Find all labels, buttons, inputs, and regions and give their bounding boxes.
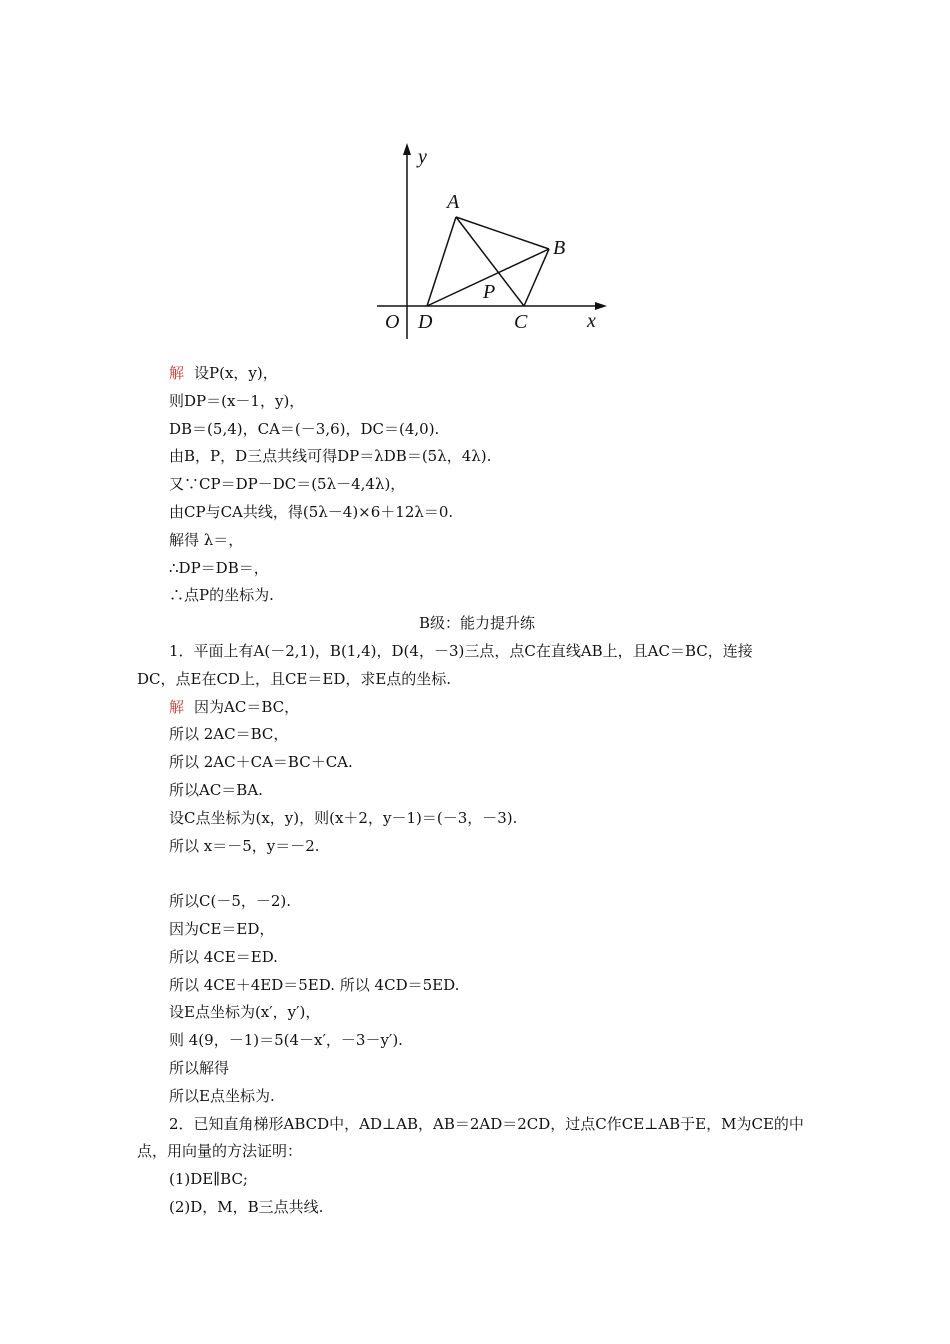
solution1-line: DB＝(5,4)，CA＝(－3,6)，DC＝(4,0). <box>169 419 440 438</box>
solution1-line: 又∵CP＝DP－DC＝(5λ－4,4λ)， <box>169 475 406 494</box>
problem1-line: DC，点E在CD上，且CE＝ED，求E点的坐标. <box>137 669 452 688</box>
solution-marker: 解 <box>169 364 185 382</box>
label-B: B <box>553 237 566 259</box>
solution1-line: ∴点P的坐标为. <box>169 586 274 605</box>
section-heading: B级：能力提升练 <box>418 614 536 633</box>
label-O: O <box>385 311 400 333</box>
label-A: A <box>447 191 460 213</box>
problem2-line: 点，用向量的方法证明： <box>137 1142 303 1161</box>
segment-AB <box>456 217 549 249</box>
y-axis-arrow <box>403 143 411 155</box>
solution2-line: 解 因为AC＝BC， <box>169 697 300 716</box>
blank-gap <box>137 860 817 888</box>
solution2-line: 所以AC＝BA. <box>169 780 263 799</box>
problem2-part: (2)D，M，B三点共线. <box>169 1197 324 1216</box>
solution1-line: 则DP＝(x－1，y)， <box>169 391 305 410</box>
segment-DA <box>427 217 456 306</box>
coordinate-figure <box>355 125 630 357</box>
solution2-line: 所以 4CE＋4ED＝5ED. 所以 4CD＝5ED. <box>169 975 460 994</box>
x-axis-arrow <box>595 302 607 310</box>
solution2-line: 则 4(9，－1)＝5(4－x′，－3－y′). <box>169 1031 403 1050</box>
solution2-line: 所以 2AC＝BC， <box>169 725 289 744</box>
label-D: D <box>418 311 433 333</box>
label-P: P <box>483 281 496 303</box>
solution2-line: 所以E点坐标为. <box>169 1086 275 1105</box>
solution2-line: 因为CE＝ED， <box>169 919 275 938</box>
solution1-line: 解得 λ＝， <box>169 530 244 549</box>
solution2-line: 所以 4CE＝ED. <box>169 947 278 966</box>
problem1-line: 1．平面上有A(－2,1)，B(1,4)，D(4，－3)三点，点C在直线AB上，且AC＝BC，连接 <box>169 641 753 660</box>
solution2-line: 设C点坐标为(x，y)，则(x＋2，y－1)＝(－3，－3). <box>169 808 518 827</box>
label-C: C <box>514 311 528 333</box>
figure-svg <box>355 125 630 357</box>
label-x: x <box>587 310 596 332</box>
segment-BC <box>524 249 549 306</box>
solution1-line: 解 设P(x，y)， <box>169 364 278 382</box>
solution2-line: 设E点坐标为(x′，y′)， <box>169 1003 321 1022</box>
problem2-part: (1)DE∥BC; <box>169 1170 248 1189</box>
document-body <box>137 360 817 1222</box>
solution1-line: 由B，P，D三点共线可得DP＝λDB＝(5λ，4λ). <box>169 447 492 466</box>
solution2-line: 所以C(－5，－2). <box>169 892 292 911</box>
label-y: y <box>418 146 427 168</box>
solution2-line: 所以 2AC＋CA＝BC＋CA. <box>169 753 353 772</box>
solution1-line: ∴DP＝DB＝， <box>169 558 269 577</box>
solution1-line: 由CP与CA共线，得(5λ－4)×6＋12λ＝0. <box>169 502 454 521</box>
solution2-line: 所以 x＝－5，y＝－2. <box>169 836 320 855</box>
problem2-line: 2．已知直角梯形ABCD中，AD⊥AB，AB＝2AD＝2CD，过点C作CE⊥AB于E，M为CE的中 <box>169 1114 804 1133</box>
solution2-line: 所以解得 <box>169 1058 230 1077</box>
solution-marker: 解 <box>169 697 185 716</box>
